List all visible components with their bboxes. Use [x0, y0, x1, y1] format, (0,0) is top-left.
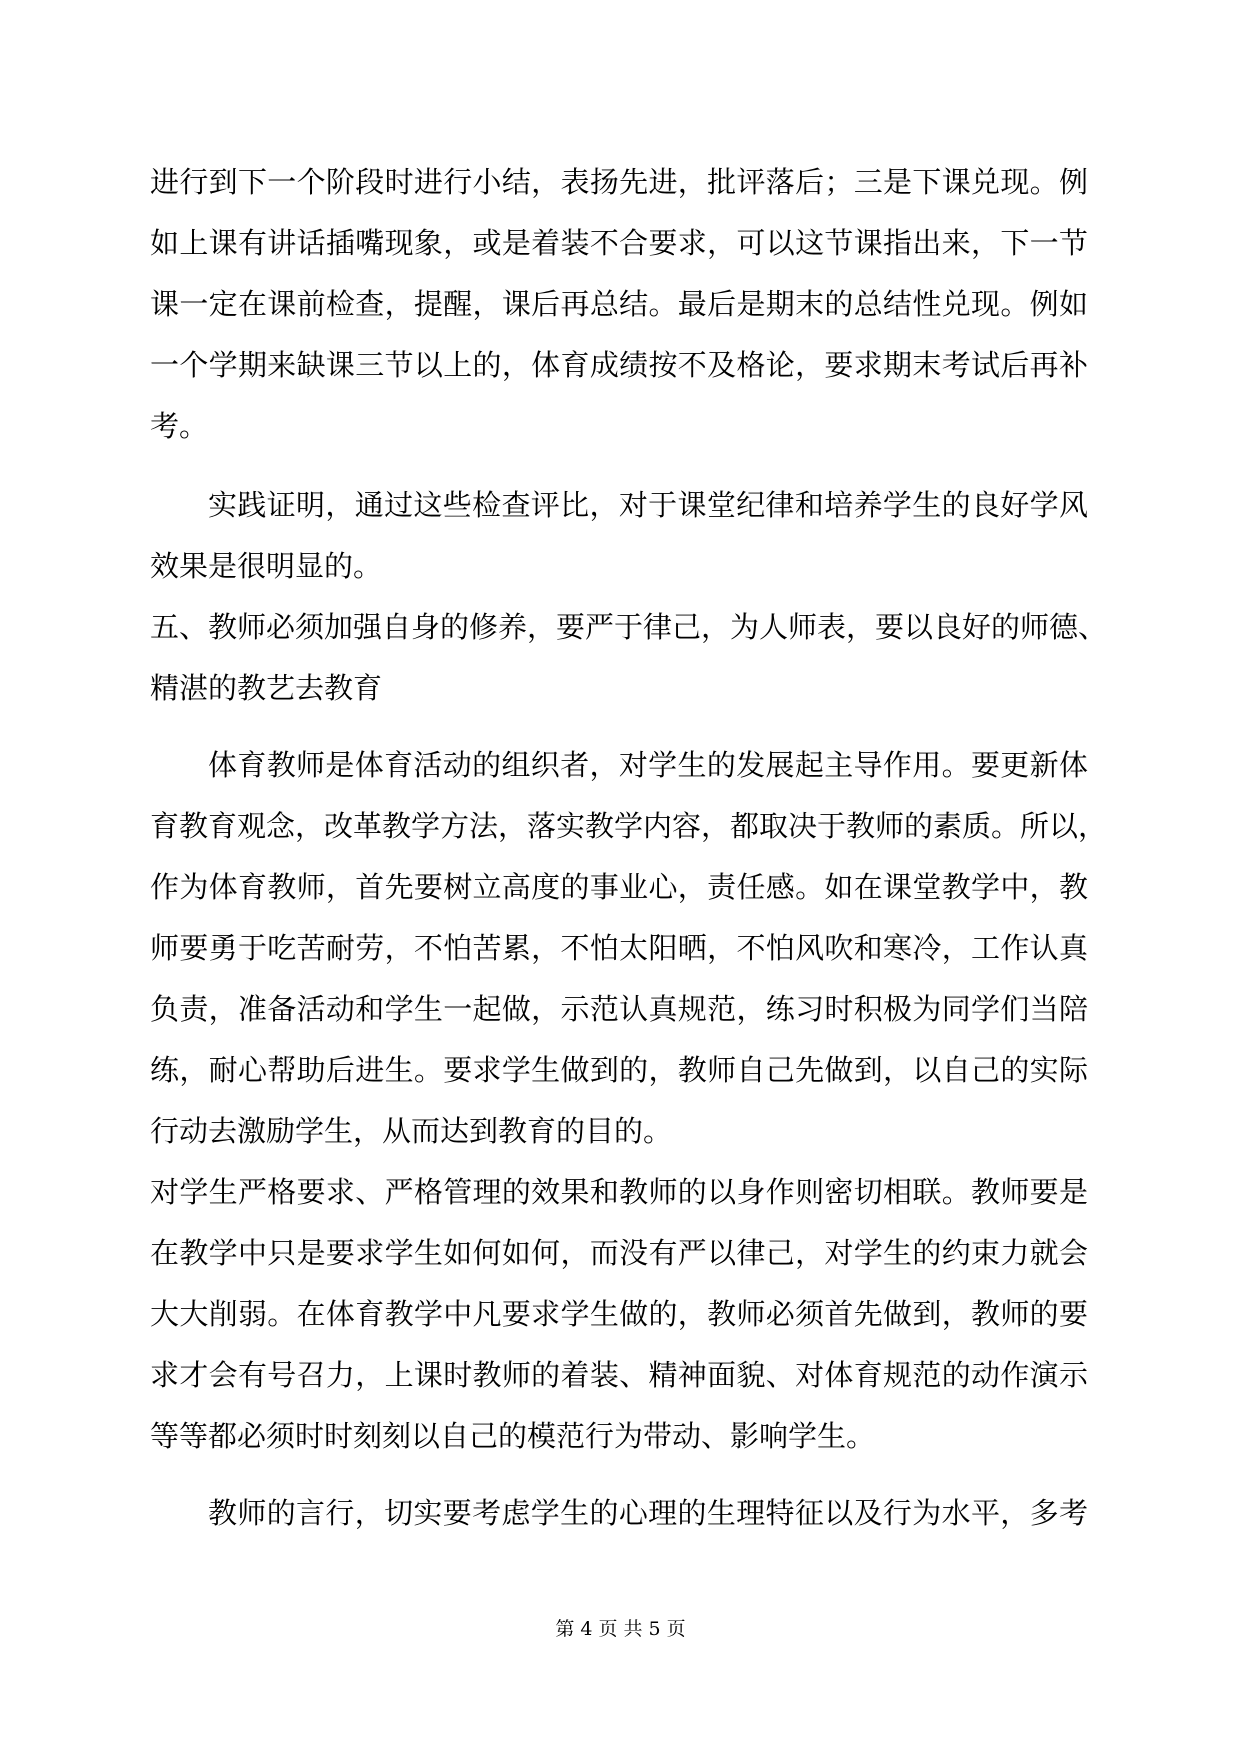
text-line: 如上课有讲话插嘴现象，或是着装不合要求，可以这节课指出来，下一节: [150, 226, 1088, 260]
text-line: 练，耐心帮助后进生。要求学生做到的，教师自己先做到，以自己的实际: [150, 1053, 1088, 1087]
text-line: 效果是很明显的。: [150, 549, 383, 583]
paragraph-first-line: 教师的言行，切实要考虑学生的心理的生理特征以及行为水平，多考: [208, 1496, 1088, 1530]
page-number-footer: 第 4 页 共 5 页: [555, 1618, 686, 1640]
paragraph-first-line: 体育教师是体育活动的组织者，对学生的发展起主导作用。要更新体: [208, 748, 1088, 782]
section-heading-continued: 精湛的教艺去教育: [150, 671, 383, 705]
text-line: 作为体育教师，首先要树立高度的事业心，责任感。如在课堂教学中，教: [150, 870, 1088, 904]
text-line: 行动去激励学生，从而达到教育的目的。: [150, 1114, 673, 1148]
text-line: 在教学中只是要求学生如何如何，而没有严以律己，对学生的约束力就会: [150, 1236, 1088, 1270]
text-line: 进行到下一个阶段时进行小结，表扬先进，批评落后；三是下课兑现。例: [150, 165, 1088, 199]
text-line: 负责，准备活动和学生一起做，示范认真规范，练习时积极为同学们当陪: [150, 992, 1088, 1026]
text-line: 等等都必须时时刻刻以自己的模范行为带动、影响学生。: [150, 1419, 876, 1453]
text-line: 师要勇于吃苦耐劳，不怕苦累，不怕太阳晒，不怕风吹和寒冷，工作认真: [150, 931, 1088, 965]
text-line: 对学生严格要求、严格管理的效果和教师的以身作则密切相联。教师要是: [150, 1175, 1088, 1209]
text-line: 大大削弱。在体育教学中凡要求学生做的，教师必须首先做到，教师的要: [150, 1297, 1088, 1331]
text-line: 一个学期来缺课三节以上的，体育成绩按不及格论，要求期末考试后再补: [150, 348, 1088, 382]
text-line: 考。: [150, 409, 209, 443]
paragraph-first-line: 实践证明，通过这些检查评比，对于课堂纪律和培养学生的良好学风: [208, 488, 1088, 522]
section-heading: 五、教师必须加强自身的修养，要严于律己，为人师表，要以良好的师德、: [150, 610, 1108, 644]
text-line: 课一定在课前检查，提醒，课后再总结。最后是期末的总结性兑现。例如: [150, 287, 1088, 321]
text-line: 求才会有号召力，上课时教师的着装、精神面貌、对体育规范的动作演示: [150, 1358, 1088, 1392]
text-line: 育教育观念，改革教学方法，落实教学内容，都取决于教师的素质。所以，: [150, 809, 1108, 843]
